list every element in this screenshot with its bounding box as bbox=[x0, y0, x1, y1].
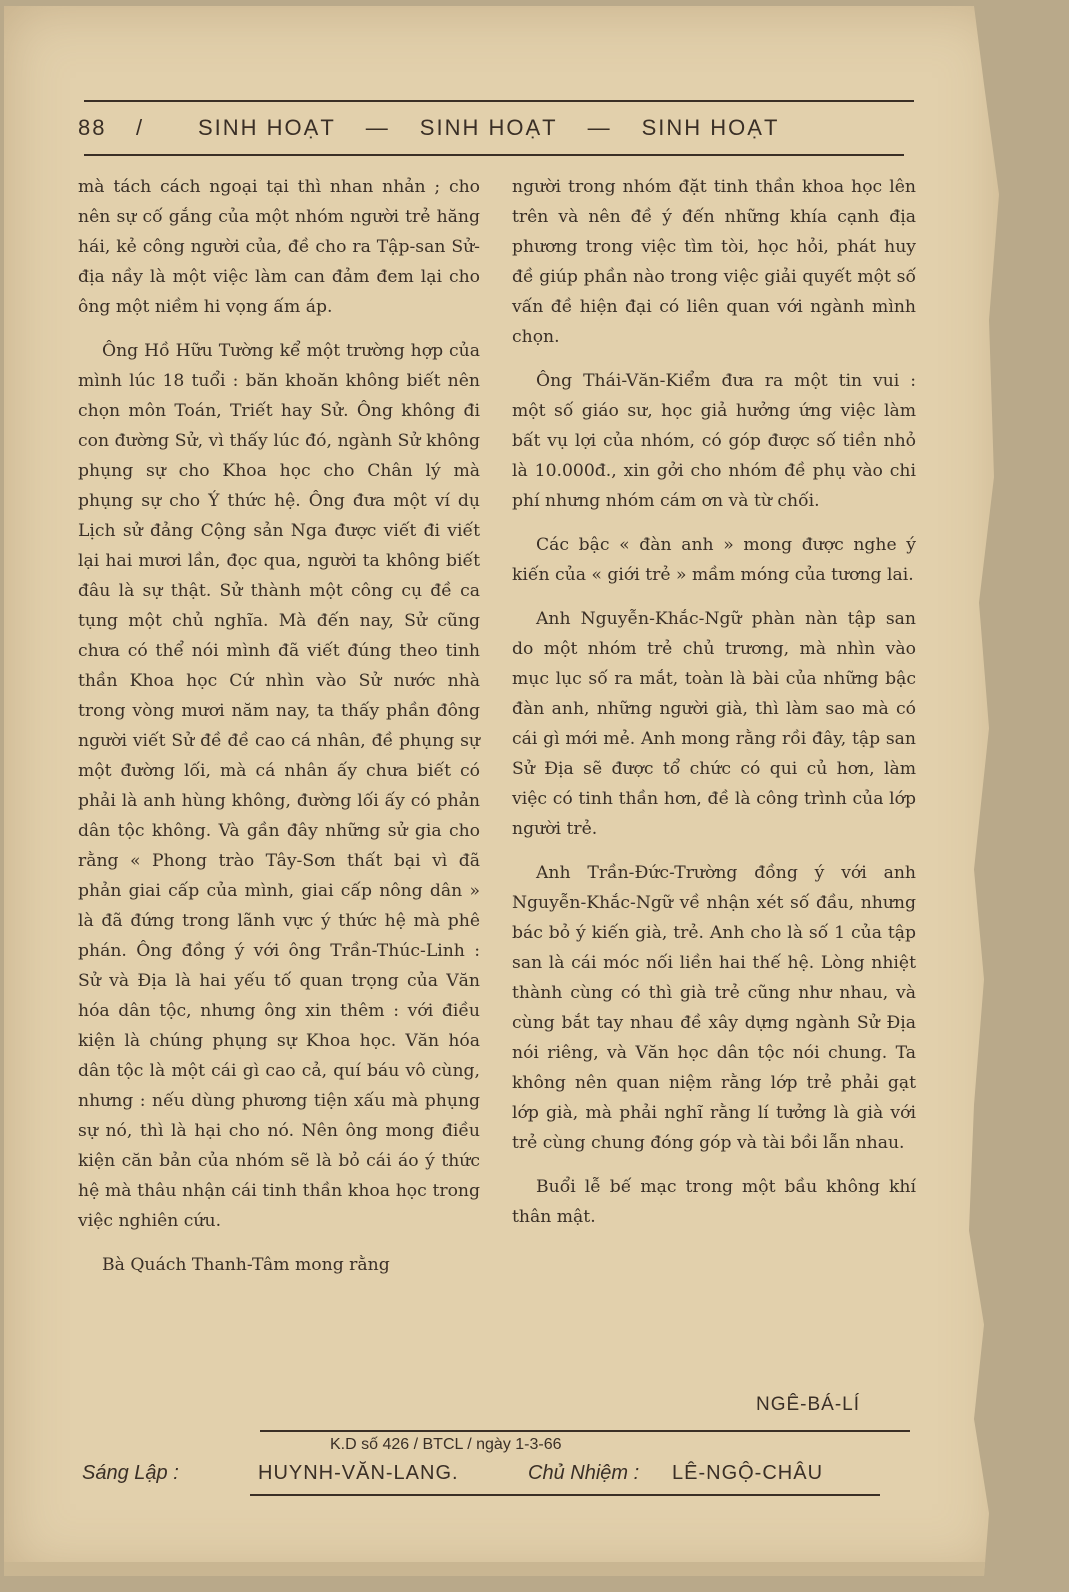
header-section-1: SINH HOẠT bbox=[198, 115, 336, 140]
running-header bbox=[78, 112, 918, 144]
paper-bottom-edge bbox=[4, 1562, 1004, 1576]
right-paragraph-4: Anh Nguyễn-Khắc-Ngữ phàn nàn tập san do một nhóm trẻ chủ trương, mà nhìn vào mục lục số ra mắt, toàn là bài của những bậc đàn anh, những người già, thì làm sao mà có cái gì mới mẻ. Anh mong rằng rồi đây, tập san Sử Địa sẽ được tổ chức có qui củ hơn, làm việc có tinh thần hơn, đề là công trình của lớp người trẻ. bbox=[512, 609, 916, 839]
header-dash-2: — bbox=[587, 115, 612, 140]
right-column bbox=[512, 172, 916, 1246]
left-paragraph-3: Bà Quách Thanh-Tâm mong rằng bbox=[102, 1255, 390, 1275]
right-paragraph-2: Ông Thái-Văn-Kiểm đưa ra một tin vui : một số giáo sư, học giả hưởng ứng việc làm bất vụ lợi của nhóm, có góp được số tiền nhỏ là 10.000đ., xin gởi cho nhóm đề phụ vào chi phí nhưng nhóm cám ơn và từ chối. bbox=[512, 371, 916, 511]
header-top-rule bbox=[84, 100, 914, 102]
header-section-2: SINH HOẠT bbox=[419, 115, 558, 140]
header-section-3: SINH HOẠT bbox=[641, 115, 780, 140]
director-label: Chủ Nhiệm : bbox=[528, 1462, 640, 1484]
founder-name: HUYNH-VĂN-LANG. bbox=[258, 1462, 459, 1484]
header-dash-1: — bbox=[365, 115, 390, 140]
license-line: K.D số 426 / BTCL / ngày 1-3-66 bbox=[330, 1436, 562, 1453]
founder-label: Sáng Lập : bbox=[82, 1462, 179, 1484]
director-name: LÊ-NGỘ-CHÂU bbox=[672, 1462, 824, 1484]
footer-credits bbox=[82, 1462, 922, 1485]
left-paragraph-1: mà tách cách ngoại tại thì nhan nhản ; cho nên sự cố gắng của một nhóm người trẻ hăng hái, kẻ công người của, đề cho ra Tập-san Sử-địa nầy là một việc làm can đảm đem lại cho ông một niềm hi vọng ấm áp. bbox=[78, 177, 480, 317]
header-bottom-rule bbox=[84, 154, 904, 156]
header-slash: / bbox=[136, 115, 145, 140]
right-paragraph-3: Các bậc « đàn anh » mong được nghe ý kiến của « giới trẻ » mầm móng của tương lai. bbox=[512, 535, 916, 585]
right-paragraph-5: Anh Trần-Đức-Trường đồng ý với anh Nguyễn-Khắc-Ngữ về nhận xét số đầu, nhưng bác bỏ ý kiến già, trẻ. Anh cho là số 1 của tập san là cái móc nối liền hai thế hệ. Lòng nhiệt thành cùng có thì già trẻ cũng như nhau, và cùng bắt tay nhau đề xây dựng ngành Sử Địa nói riêng, và Văn học dân tộc nói chung. Ta không nên quan niệm rằng lớp trẻ phải gạt lớp già, mà phải nghĩ rằng lí tưởng là già với trẻ cùng chung đóng góp và tài bồi lẫn nhau. bbox=[512, 863, 916, 1153]
left-column bbox=[78, 172, 480, 1294]
page-number: 88 bbox=[78, 115, 107, 140]
left-paragraph-2: Ông Hồ Hữu Tường kể một trường hợp của mình lúc 18 tuổi : băn khoăn không biết nên chọn môn Toán, Triết hay Sử. Ông không đi con đường Sử, vì thấy lúc đó, ngành Sử không phụng sự cho Khoa học cho Chân lý mà phụng sự cho Ý thức hệ. Ông đưa một ví dụ Lịch sử đảng Cộng sản Nga được viết đi viết lại hai mươi lần, đọc qua, người ta không biết đâu là sự thật. Sử thành một công cụ đề ca tụng một chủ nghĩa. Mà đến nay, Sử cũng chưa có thể nói mình đã viết đúng theo tinh thần Khoa học Cứ nhìn vào Sử nước nhà trong vòng mươi năm nay, ta thấy phần đông người viết Sử đề đề cao cá nhân, đề phụng sự một đường lối, mà cá nhân ấy chưa biết có phải là anh hùng không, đường lối ấy có phản dân tộc không. Và gần đây những sử gia cho rằng « Phong trào Tây-Sơn thất bại vì đã phản giai cấp của mình, giai cấp nông dân » là đã đứng trong lãnh vực ý thức hệ mà phê phán. Ông đồng ý với ông Trần-Thúc-Linh : Sử và Địa là hai yếu tố quan trọng của Văn hóa dân tộc, nhưng ông xin thêm : với điều kiện là chúng phụng sự Khoa học. Văn hóa dân tộc là một cái gì cao cả, quí báu vô cùng, nhưng : nếu dùng phương tiện xấu mà phụng sự nó, thì là hại cho nó. Nên ông mong điều kiện căn bản của nhóm sẽ là bỏ cái áo ý thức hệ mà thâu nhận cái tinh thần khoa học trong việc nghiên cứu. bbox=[78, 341, 480, 1231]
right-paragraph-6: Buổi lễ bế mạc trong một bầu không khí thân mật. bbox=[512, 1177, 916, 1227]
right-paragraph-1: người trong nhóm đặt tinh thần khoa học lên trên và nên đề ý đến những khía cạnh địa phương trong việc tìm tòi, học hỏi, phát huy đề giúp phần nào trong việc giải quyết một số vấn đề hiện đại có liên quan với ngành mình chọn. bbox=[512, 177, 916, 347]
footer-top-rule bbox=[260, 1430, 910, 1432]
footer-bottom-rule bbox=[250, 1494, 880, 1496]
author-signature: NGÊ-BÁ-LÍ bbox=[756, 1394, 861, 1415]
